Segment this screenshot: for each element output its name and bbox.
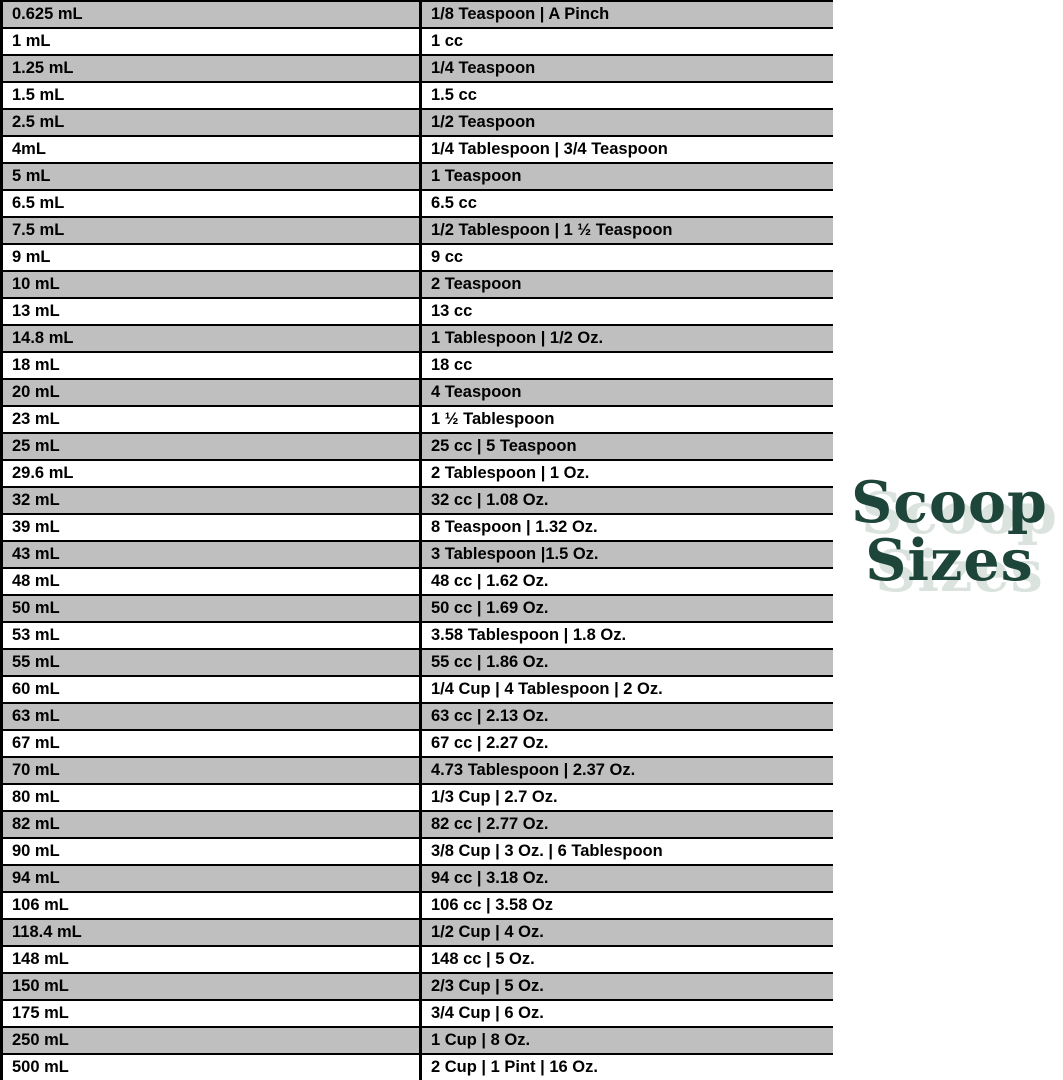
cell-ml: 118.4 mL — [3, 920, 422, 945]
cell-ml: 6.5 mL — [3, 191, 422, 216]
logo-line-2: Sizes — [865, 527, 1034, 594]
cell-ml: 7.5 mL — [3, 218, 422, 243]
cell-conversion: 3.58 Tablespoon | 1.8 Oz. — [431, 626, 627, 644]
cell-conversion: 9 cc — [431, 248, 464, 266]
cell-ml: 63 mL — [3, 704, 422, 729]
table-row — [3, 569, 833, 596]
cell-conversion: 32 cc | 1.08 Oz. — [431, 491, 549, 509]
cell-ml: 50 mL — [3, 596, 422, 621]
cell-ml: 1.5 mL — [3, 83, 422, 108]
cell-conversion: 25 cc | 5 Teaspoon — [431, 437, 577, 455]
table-row — [3, 839, 833, 866]
table-row — [3, 380, 833, 407]
cell-conversion: 106 cc | 3.58 Oz — [431, 896, 554, 914]
cell-conversion: 1 Cup | 8 Oz. — [431, 1031, 531, 1049]
cell-ml: 53 mL — [3, 623, 422, 648]
cell-ml: 14.8 mL — [3, 326, 422, 351]
cell-conversion: 2 Teaspoon — [431, 275, 522, 293]
table-row — [3, 110, 833, 137]
table-row — [3, 947, 833, 974]
cell-ml: 48 mL — [3, 569, 422, 594]
scoop-sizes-logo — [836, 469, 1063, 594]
cell-ml: 90 mL — [3, 839, 422, 864]
cell-conversion: 1 Tablespoon | 1/2 Oz. — [431, 329, 604, 347]
cell-ml: 70 mL — [3, 758, 422, 783]
table-row — [3, 623, 833, 650]
cell-conversion: 1/2 Cup | 4 Oz. — [431, 923, 544, 941]
cell-conversion: 1/4 Tablespoon | 3/4 Teaspoon — [431, 140, 668, 158]
cell-ml: 150 mL — [3, 974, 422, 999]
cell-conversion: 8 Teaspoon | 1.32 Oz. — [431, 518, 598, 536]
table-row — [3, 920, 833, 947]
table-row — [3, 245, 833, 272]
cell-ml: 175 mL — [3, 1001, 422, 1026]
cell-ml: 250 mL — [3, 1028, 422, 1053]
table-row — [3, 218, 833, 245]
cell-conversion: 1 cc — [431, 32, 464, 50]
cell-ml: 9 mL — [3, 245, 422, 270]
table-row — [3, 164, 833, 191]
cell-ml: 39 mL — [3, 515, 422, 540]
cell-conversion: 2 Tablespoon | 1 Oz. — [431, 464, 590, 482]
cell-ml: 106 mL — [3, 893, 422, 918]
table-row — [3, 1028, 833, 1055]
table-row — [3, 299, 833, 326]
cell-conversion: 1/4 Teaspoon — [431, 59, 536, 77]
table-row — [3, 407, 833, 434]
table-row — [3, 515, 833, 542]
table-row — [3, 731, 833, 758]
table-row — [3, 758, 833, 785]
cell-ml: 43 mL — [3, 542, 422, 567]
cell-ml: 500 mL — [3, 1055, 422, 1080]
conversion-table-body — [3, 2, 833, 1080]
table-row — [3, 785, 833, 812]
cell-conversion: 63 cc | 2.13 Oz. — [431, 707, 549, 725]
cell-conversion: 1/2 Teaspoon — [431, 113, 536, 131]
table-row — [3, 650, 833, 677]
cell-ml: 148 mL — [3, 947, 422, 972]
table-row — [3, 1055, 833, 1080]
cell-ml: 20 mL — [3, 380, 422, 405]
cell-conversion: 3 Tablespoon |1.5 Oz. — [431, 545, 599, 563]
cell-conversion: 48 cc | 1.62 Oz. — [431, 572, 549, 590]
cell-ml: 55 mL — [3, 650, 422, 675]
cell-conversion: 1/8 Teaspoon | A Pinch — [431, 5, 610, 23]
cell-ml: 29.6 mL — [3, 461, 422, 486]
table-row — [3, 83, 833, 110]
cell-conversion: 18 cc — [431, 356, 473, 374]
table-row — [3, 2, 833, 29]
table-row — [3, 677, 833, 704]
cell-ml: 10 mL — [3, 272, 422, 297]
table-row — [3, 893, 833, 920]
cell-ml: 67 mL — [3, 731, 422, 756]
table-row — [3, 191, 833, 218]
cell-conversion: 148 cc | 5 Oz. — [431, 950, 535, 968]
cell-ml: 82 mL — [3, 812, 422, 837]
cell-ml: 25 mL — [3, 434, 422, 459]
cell-ml: 94 mL — [3, 866, 422, 891]
table-row — [3, 974, 833, 1001]
cell-ml: 60 mL — [3, 677, 422, 702]
cell-conversion: 13 cc — [431, 302, 473, 320]
table-row — [3, 866, 833, 893]
table-row — [3, 1001, 833, 1028]
table-row — [3, 488, 833, 515]
table-row — [3, 137, 833, 164]
table-row — [3, 461, 833, 488]
table-row — [3, 272, 833, 299]
cell-conversion: 4.73 Tablespoon | 2.37 Oz. — [431, 761, 636, 779]
table-row — [3, 353, 833, 380]
cell-ml: 18 mL — [3, 353, 422, 378]
cell-conversion: 1/3 Cup | 2.7 Oz. — [431, 788, 558, 806]
cell-ml: 4mL — [3, 137, 422, 162]
cell-ml: 1 mL — [3, 29, 422, 54]
cell-conversion: 1/2 Tablespoon | 1 ½ Teaspoon — [431, 221, 673, 239]
cell-ml: 2.5 mL — [3, 110, 422, 135]
cell-conversion: 4 Teaspoon — [431, 383, 522, 401]
table-row — [3, 704, 833, 731]
cell-conversion: 3/8 Cup | 3 Oz. | 6 Tablespoon — [431, 842, 663, 860]
cell-ml: 13 mL — [3, 299, 422, 324]
cell-ml: 23 mL — [3, 407, 422, 432]
table-row — [3, 812, 833, 839]
logo-line-1: Scoop — [851, 469, 1048, 536]
table-row — [3, 326, 833, 353]
cell-conversion: 55 cc | 1.86 Oz. — [431, 653, 549, 671]
cell-conversion: 1.5 cc — [431, 86, 477, 104]
cell-conversion: 1 ½ Tablespoon — [431, 410, 555, 428]
cell-ml: 1.25 mL — [3, 56, 422, 81]
table-row — [3, 542, 833, 569]
cell-conversion: 2/3 Cup | 5 Oz. — [431, 977, 544, 995]
cell-conversion: 2 Cup | 1 Pint | 16 Oz. — [431, 1058, 598, 1076]
cell-conversion: 6.5 cc — [431, 194, 477, 212]
table-row — [3, 29, 833, 56]
table-row — [3, 596, 833, 623]
cell-conversion: 67 cc | 2.27 Oz. — [431, 734, 549, 752]
cell-conversion: 3/4 Cup | 6 Oz. — [431, 1004, 544, 1022]
cell-ml: 32 mL — [3, 488, 422, 513]
cell-ml: 0.625 mL — [3, 2, 422, 27]
cell-conversion: 50 cc | 1.69 Oz. — [431, 599, 549, 617]
table-row — [3, 434, 833, 461]
cell-ml: 5 mL — [3, 164, 422, 189]
cell-conversion: 1/4 Cup | 4 Tablespoon | 2 Oz. — [431, 680, 663, 698]
cell-conversion: 94 cc | 3.18 Oz. — [431, 869, 549, 887]
cell-ml: 80 mL — [3, 785, 422, 810]
cell-conversion: 1 Teaspoon — [431, 167, 522, 185]
cell-conversion: 82 cc | 2.77 Oz. — [431, 815, 549, 833]
table-row — [3, 56, 833, 83]
